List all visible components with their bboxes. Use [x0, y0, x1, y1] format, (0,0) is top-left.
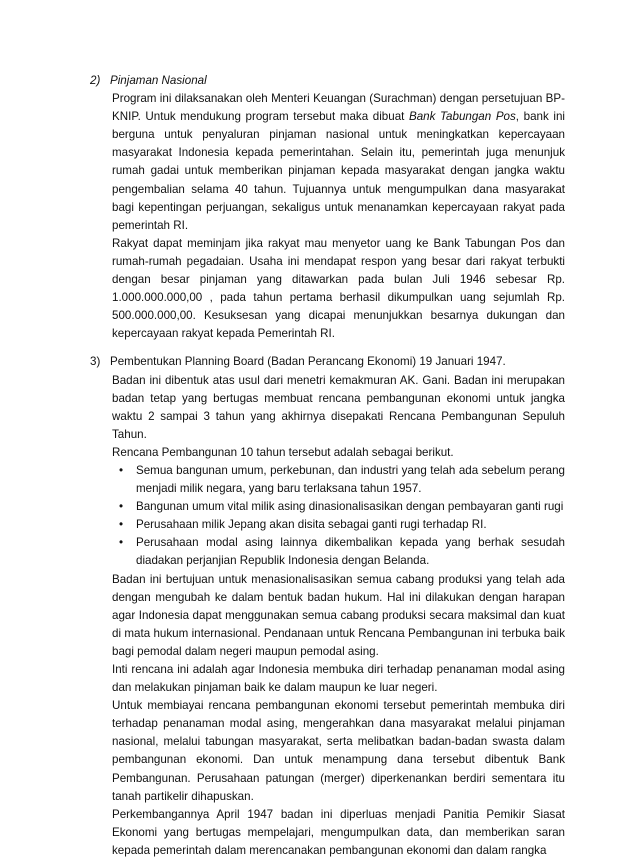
section-planning-board [90, 353, 565, 860]
bullet-icon: • [118, 500, 124, 514]
list-item [112, 498, 565, 516]
bullet-icon: • [118, 536, 124, 550]
paragraph: Badan ini bertujuan untuk menasionalisasikan semua cabang produksi yang telah ada dengan mengubah ke dalam bentuk badan hukum. Hal ini dilakukan dengan harapan agar Indonesia dapat menggunakan semua cabang produksi secara maksimal dan kuat di mata hukum internasional. Pendanaan untuk Rencana Pembangunan ini terbuka baik bagi pemodal dalam negeri maupun pemodal asing. [112, 572, 565, 658]
section-pinjaman-nasional [90, 72, 565, 343]
section-heading [90, 353, 565, 371]
bullet-icon: • [118, 518, 124, 532]
list-item-text: Semua bangunan umum, perkebunan, dan industri yang telah ada sebelum perang menjadi milik negara, yang baru terlaksana tahun 1957. [136, 463, 565, 496]
bullet-list [112, 462, 565, 571]
paragraph: Badan ini dibentuk atas usul dari menetri kemakmuran AK. Gani. Badan ini merupakan badan tetap yang bertugas membuat rencana pembangunan ekonomi untuk jangka waktu 2 sampai 3 tahun yang akhirnya disepakati Rencana Pembangunan Sepuluh Tahun. [112, 373, 565, 441]
paragraph: Rakyat dapat meminjam jika rakyat mau menyetor uang ke Bank Tabungan Pos dan rumah-rumah pegadaian. Usaha ini mendapat respon yang besar dari rakyat terbukti dengan besar pinjaman yang ditawarkan pada bulan Juli 1946 sebesar Rp. 1.000.000.000,00 , pada tahun pertama berhasil dikumpulkan uang sejumlah Rp. 500.000.000,00. Kesuksesan yang dicapai menunjukkan besarnya dukungan dan kepercayaan rakyat kepada Pemerintah RI. [112, 236, 565, 341]
list-item [112, 534, 565, 570]
paragraph: Inti rencana ini adalah agar Indonesia membuka diri terhadap penanaman modal asing dan melakukan pinjaman baik ke dalam maupun ke luar negeri. [112, 663, 565, 695]
paragraph-text: , bank ini berguna untuk penyaluran pinjaman nasional untuk meningkatkan kepercayaan masyarakat Indonesia kepada pemerintahan. Selain itu, pemerintah juga menunjuk rumah gadai untuk memberikan pinjaman kepada masyarakat dengan jangka waktu pengembalian selama 40 tahun. Tujuannya untuk mengumpulkan dana masyarakat bagi kepentingan perjuangan, sekaligus untuk menanamkan kepercayaan rakyat pada pemerintah RI. [112, 110, 565, 232]
list-item-text: Perusahaan milik Jepang akan disita sebagai ganti rugi terhadap RI. [136, 518, 487, 532]
list-item [112, 462, 565, 498]
bullet-icon: • [118, 463, 124, 477]
paragraph-text: Program ini dilaksanakan oleh Menteri Keuangan (Surachman) dengan persetujuan BP-KNIP. Untuk mendukung program tersebut maka dibuat [112, 92, 565, 124]
list-item-text: Perusahaan modal asing lainnya dikembalikan kepada yang berhak sesudah diadakan perjanjian Republik Indonesia dengan Belanda. [136, 536, 565, 568]
section-number: 3) [90, 355, 101, 369]
paragraph: Untuk membiayai rencana pembangunan ekonomi tersebut pemerintah membuka diri terhadap penanaman modal asing, mengerahkan dana masyarakat melalui pinjaman nasional, melalui tabungan masyarakat, serta melibatkan badan-badan swasta dalam pembangunan ekonomi. Dan untuk menampung dana tersebut dibentuk Bank Pembangunan. Perusahaan patungan (merger) diperkenankan berdiri sementara itu tanah partikelir dihapuskan. [112, 699, 565, 803]
list-item [112, 516, 565, 534]
section-title: Pembentukan Planning Board (Badan Perancang Ekonomi) 19 Januari 1947. [110, 355, 506, 369]
bank-name-italic: Bank Tabungan Pos [409, 110, 516, 124]
section-title: Pinjaman Nasional [110, 74, 207, 87]
paragraph: Rencana Pembangunan 10 tahun tersebut adalah sebagai berikut. [112, 445, 454, 459]
paragraph: Perkembangannya April 1947 badan ini diperluas menjadi Panitia Pemikir Siasat Ekonomi yang bertugas mempelajari, mengumpulkan data, dan memberikan saran kepada pemerintah dalam merencanakan pembangunan ekonomi dan dalam rangka [112, 807, 565, 857]
paragraph [112, 90, 565, 235]
section-heading [90, 72, 565, 90]
section-number: 2) [90, 74, 101, 87]
list-item-text: Bangunan umum vital milik asing dinasionalisasikan dengan pembayaran ganti rugi [136, 500, 564, 514]
